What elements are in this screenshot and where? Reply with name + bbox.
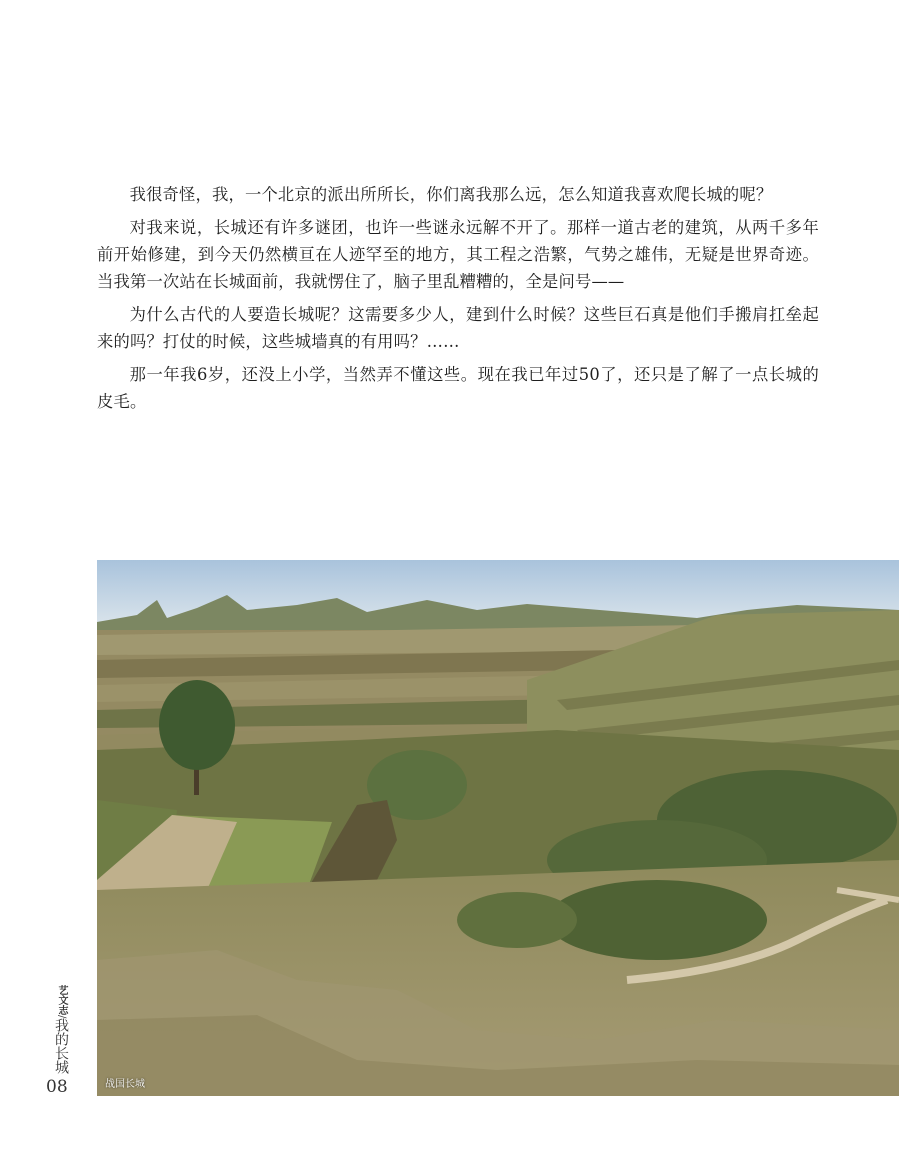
running-header bbox=[52, 985, 70, 1074]
page-number: 08 bbox=[46, 1077, 68, 1097]
article-body bbox=[97, 181, 819, 421]
magazine-name: 艺文志 bbox=[56, 985, 67, 1015]
paragraph-3: 为什么古代的人要造长城呢？这需要多少人，建到什么时候？这些巨石真是他们手搬肩扛垒起来的吗？打仗的时候，这些城墙真的有用吗？…… bbox=[97, 305, 819, 351]
paragraph-4: 那一年我6岁，还没上小学，当然弄不懂这些。现在我已年过50了，还只是了解了一点长城的皮毛。 bbox=[97, 365, 819, 411]
paragraph-1: 我很奇怪，我，一个北京的派出所所长，你们离我那么远，怎么知道我喜欢爬长城的呢？ bbox=[129, 185, 773, 204]
header-separator: / bbox=[56, 1015, 67, 1019]
landscape-photo bbox=[97, 560, 899, 1096]
photo-caption: 战国长城 bbox=[105, 1079, 145, 1090]
landscape-illustration bbox=[97, 560, 899, 1096]
series-title: 我的长城 bbox=[53, 1018, 69, 1075]
paragraph-2: 对我来说，长城还有许多谜团，也许一些谜永远解不开了。那样一道古老的建筑，从两千多年前开始修建，到今天仍然横亘在人迹罕至的地方，其工程之浩繁，气势之雄伟，无疑是世界奇迹。当我第一次站在长城面前，我就愣住了，脑子里乱糟糟的，全是问号—— bbox=[97, 218, 819, 291]
